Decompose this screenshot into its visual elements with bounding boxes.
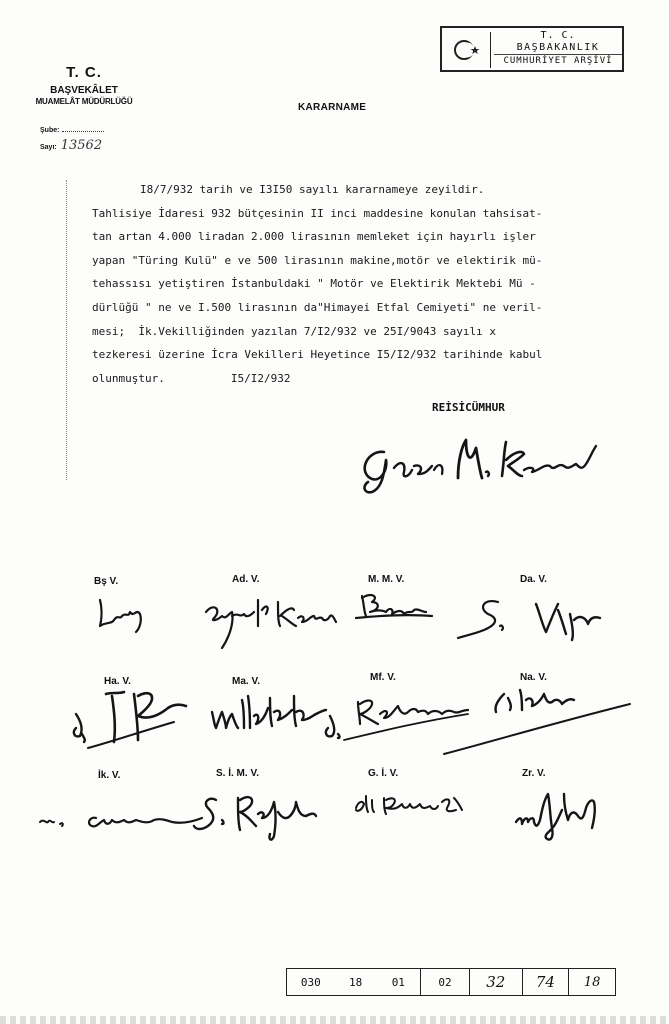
- letterhead-tc: T. C.: [66, 64, 102, 81]
- archive-cell: 32: [486, 973, 506, 991]
- body-line-last: [92, 367, 652, 391]
- minister-label: Mf. V.: [370, 672, 396, 683]
- archive-cell: 030: [300, 975, 321, 989]
- president-signature: [354, 430, 604, 500]
- archive-cell: 01: [376, 969, 421, 995]
- letterhead-line-1: BAŞVEKÂLET: [50, 85, 118, 96]
- minister-label: G. İ. V.: [368, 768, 399, 779]
- minister-label: Zr. V.: [522, 768, 546, 779]
- archive-cell: 18: [348, 975, 363, 989]
- letterhead-line-2: MUAMELÂT MÜDÜRLÜĞÜ: [35, 97, 133, 106]
- signature-gi-v: [350, 788, 480, 824]
- signature-da-v: [454, 594, 614, 644]
- archive-cell: 74: [522, 969, 569, 995]
- minister-label: Da. V.: [520, 574, 547, 585]
- president-title: REİSİCÜMHUR: [432, 401, 505, 414]
- body-line: tan artan 4.000 liradan 2.000 lirasının memleket için hayırlı işler: [92, 230, 536, 244]
- minister-label: İk. V.: [98, 770, 121, 781]
- signature-bs-v: [92, 594, 152, 634]
- signature-zr-v: [510, 786, 620, 846]
- body-line: I8/7/932 tarih ve I3I50 sayılı kararnameye zeyildir.: [140, 183, 485, 196]
- body-line: dürlüğü " ne ve I.500 lirasının da"Himayei Etfal Cemiyeti" ne veril-: [92, 300, 543, 314]
- archive-stamp: [440, 26, 624, 72]
- minister-label: S. İ. M. V.: [216, 768, 259, 779]
- sayi-label: Sayı:: [40, 144, 57, 151]
- sube-label: Şube:: [40, 127, 60, 134]
- sayi-value: 13562: [60, 138, 103, 153]
- body-line: mesi; İk.Vekilliğinden yazılan 7/I2/932 ve 25I/9043 sayılı x: [92, 324, 496, 338]
- signature-ha-v: [64, 682, 194, 762]
- signature-ma-v: [208, 686, 328, 736]
- stamp-line-3: CUMHURİYET ARŞİVİ: [494, 54, 622, 67]
- body-line: tezkeresi üzerine İcra Vekilleri Heyetince I5/I2/932 tarihinde kabul: [92, 348, 543, 362]
- body-line: tehassısı yetiştiren İstanbuldaki " Motör ve Elektirik Mektebi Mü -: [92, 277, 536, 291]
- archive-reference: [286, 968, 616, 996]
- crescent-star-icon: [446, 32, 491, 68]
- minister-label: Bş V.: [94, 576, 119, 587]
- archive-cell: 18: [568, 969, 615, 995]
- decree-date: I5/I2/932: [230, 371, 291, 385]
- archive-cell: 02: [421, 969, 470, 995]
- sayi-field: [40, 138, 102, 153]
- body-line: Tahlisiye İdaresi 932 bütçesinin II inci maddesine konulan tahsisat-: [92, 206, 543, 220]
- scan-edge: [0, 1016, 669, 1024]
- document-title: KARARNAME: [298, 102, 367, 113]
- signature-ik-v: [36, 800, 206, 840]
- stamp-line-1: T. C.: [540, 30, 576, 41]
- minister-label: Ad. V.: [232, 574, 260, 585]
- sube-field: [40, 127, 104, 134]
- signature-sim-v: [190, 790, 320, 846]
- scan-edge: [66, 180, 68, 480]
- decree-body: [92, 178, 652, 390]
- stamp-line-2: BAŞBAKANLIK: [516, 42, 600, 53]
- minister-label: M. M. V.: [368, 574, 405, 585]
- body-line: yapan "Türing Kulü" e ve 500 lirasının makine,motör ve elektirik mü-: [92, 253, 543, 267]
- signature-ad-v: [200, 596, 340, 656]
- minister-label: Na. V.: [520, 672, 547, 683]
- body-line: olunmuştur.: [92, 371, 165, 385]
- signature-mm-v: [356, 590, 436, 624]
- signature-na-v: [440, 682, 640, 758]
- minister-label: Ma. V.: [232, 676, 260, 687]
- minister-label: Ha. V.: [104, 676, 131, 687]
- letterhead: [14, 64, 154, 106]
